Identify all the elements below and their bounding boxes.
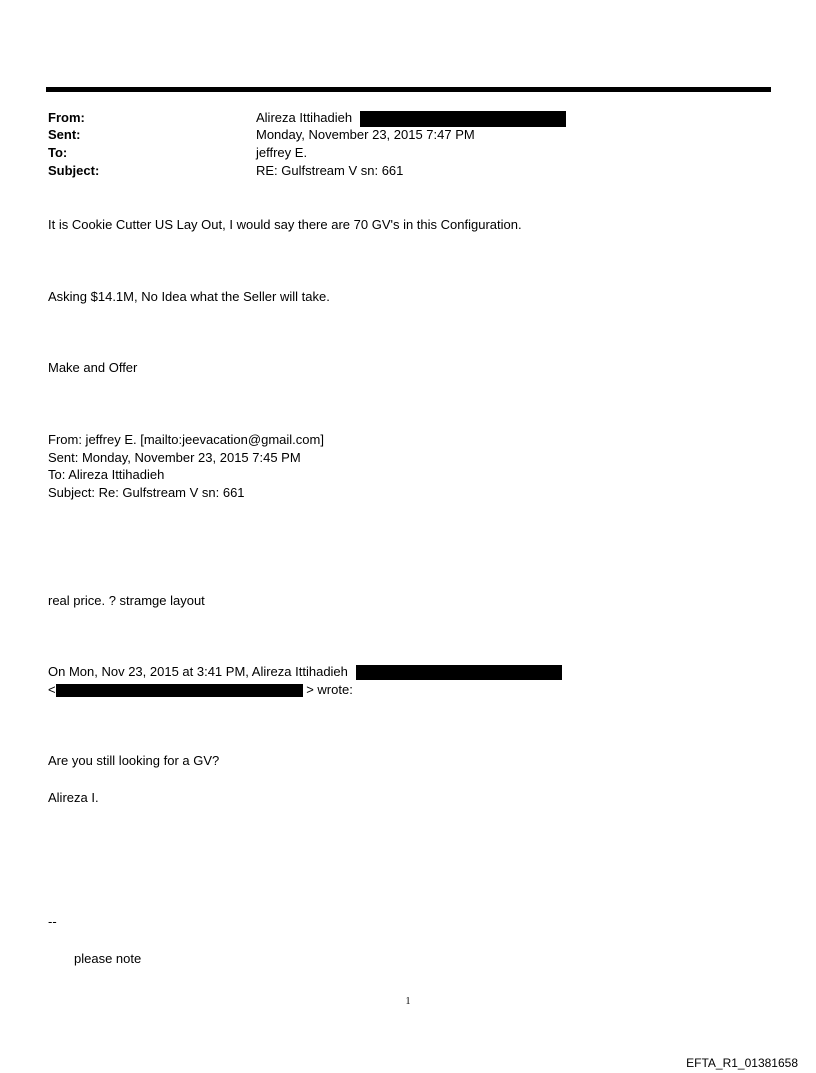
on-wrote-line (48, 664, 562, 680)
page-number: 1 (405, 996, 411, 1007)
body-line-asking-price: Asking $14.1M, No Idea what the Seller will take. (48, 289, 330, 304)
body-line-make-offer: Make and Offer (48, 360, 138, 375)
from-name: Alireza Ittihadieh (256, 110, 353, 125)
signature-separator: -- (48, 914, 57, 929)
redaction-box (56, 684, 303, 697)
to-value: jeffrey E. (256, 145, 308, 160)
quoted-from: From: jeffrey E. [mailto:jeevacation@gmail.com] (48, 432, 324, 447)
wrote-prefix: < (48, 682, 56, 697)
quoted-sent: Sent: Monday, November 23, 2015 7:45 PM (48, 450, 301, 465)
quoted-to: To: Alireza Ittihadieh (48, 467, 165, 482)
wrote-line (48, 682, 353, 698)
redaction-box (356, 665, 562, 680)
subject-value: RE: Gulfstream V sn: 661 (256, 163, 404, 178)
from-value (256, 110, 566, 127)
body-line-configuration: It is Cookie Cutter US Lay Out, I would say there are 70 GV's in this Configuration. (48, 217, 522, 232)
signature: Alireza I. (48, 790, 99, 805)
sent-label: Sent: (48, 127, 81, 142)
on-wrote-text: On Mon, Nov 23, 2015 at 3:41 PM, Alireza Ittihadieh (48, 664, 348, 679)
wrote-suffix: > wrote: (306, 682, 353, 697)
to-label: To: (48, 145, 68, 160)
quoted-subject: Subject: Re: Gulfstream V sn: 661 (48, 485, 245, 500)
quoted-real-price: real price. ? stramge layout (48, 593, 205, 608)
from-label: From: (48, 110, 85, 125)
document-id: EFTA_R1_01381658 (686, 1056, 798, 1070)
please-note: please note (74, 951, 142, 966)
header-rule (46, 87, 771, 92)
question-line: Are you still looking for a GV? (48, 753, 220, 768)
redaction-box (360, 111, 566, 127)
subject-label: Subject: (48, 163, 100, 178)
sent-value: Monday, November 23, 2015 7:47 PM (256, 127, 475, 142)
